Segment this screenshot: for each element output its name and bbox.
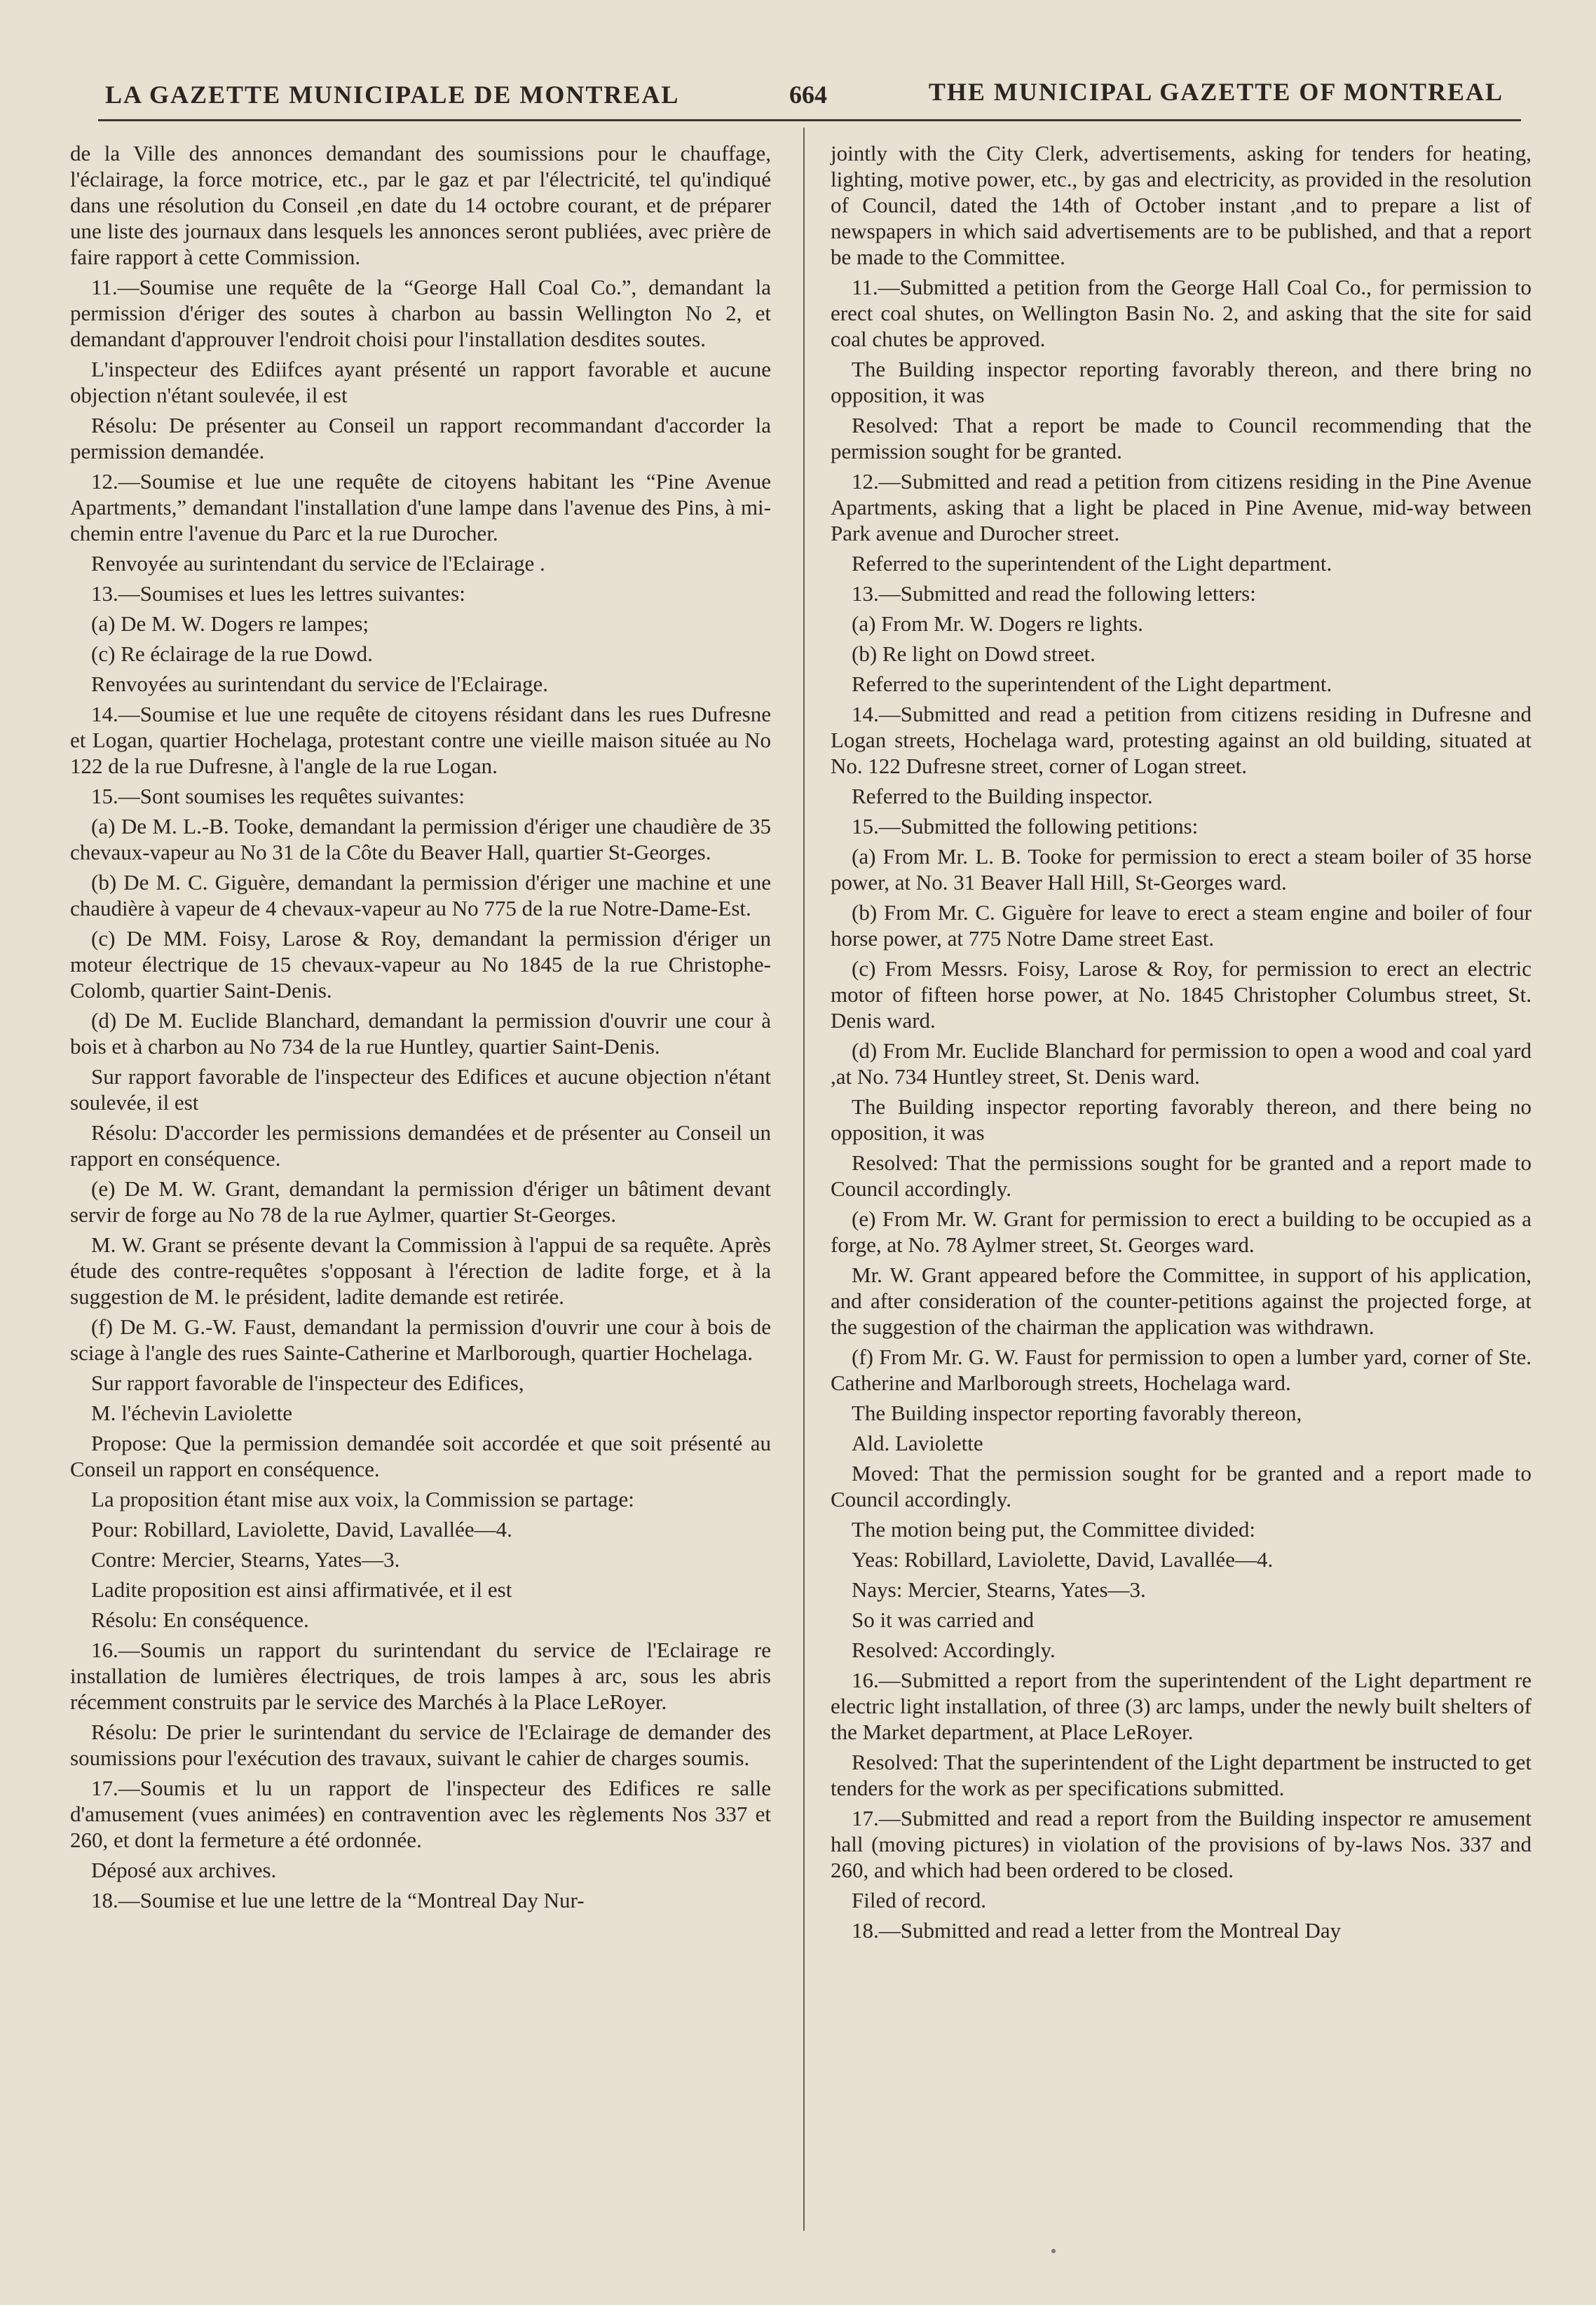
paragraph: Ladite proposition est ainsi affirmativée, et il est xyxy=(91,1577,512,1602)
paragraph: Sur rapport favorable de l'inspecteur des Edifices, xyxy=(91,1371,524,1395)
paragraph: Contre: Mercier, Stearns, Yates—3. xyxy=(91,1547,400,1572)
paragraph: 13.—Soumises et lues les lettres suivantes: xyxy=(91,581,465,606)
paragraph: (a) De M. L.-B. Tooke, demandant la permission d'ériger une chaudière de 35 chevaux-vapeur au No 31 de la Côte du Beaver Hall, quartier St-Georges. xyxy=(70,814,771,864)
paragraph: Referred to the superintendent of the Light department. xyxy=(852,672,1332,696)
paragraph: Résolu: En conséquence. xyxy=(91,1607,309,1632)
paragraph: 17.—Soumis et lu un rapport de l'inspecteur des Edifices re salle d'amusement (vues animées) en contravention avec les règlements Nos 337 et 260, et dont la fermeture a été ordonnée. xyxy=(70,1776,771,1852)
paragraph: 13.—Submitted and read the following letters: xyxy=(852,581,1256,606)
paragraph: Renvoyées au surintendant du service de l'Eclairage. xyxy=(91,672,549,696)
paragraph: Résolu: D'accorder les permissions demandées et de présenter au Conseil un rapport en conséquence. xyxy=(70,1120,771,1171)
paragraph: M. W. Grant se présente devant la Commission à l'appui de sa requête. Après étude des contre-requêtes s'opposant à l'érection de ladite forge, et à la suggestion de M. le président, ladite demande est retirée. xyxy=(70,1232,771,1309)
column-divider xyxy=(803,128,805,2231)
header-english-title: THE MUNICIPAL GAZETTE OF MONTREAL xyxy=(928,78,1503,106)
paragraph: 15.—Submitted the following petitions: xyxy=(852,814,1199,838)
paragraph: Mr. W. Grant appeared before the Committee, in support of his application, and after consideration of the counter-petitions against the projected forge, at the suggestion of the chairman the application was withdrawn. xyxy=(831,1263,1532,1339)
paragraph: (f) De M. G.-W. Faust, demandant la permission d'ouvrir une cour à bois de sciage à l'angle des rues Sainte-Catherine et Marlborough, quartier Hochelaga. xyxy=(70,1314,771,1365)
paragraph: Moved: That the permission sought for be granted and a report made to Council accordingly. xyxy=(831,1461,1532,1511)
paragraph: (e) De M. W. Grant, demandant la permission d'ériger un bâtiment devant servir de forge au No 78 de la rue Aylmer, quartier St-Georges. xyxy=(70,1176,771,1227)
paragraph: Résolu: De présenter au Conseil un rapport recommandant d'accorder la permission demandée. xyxy=(70,413,771,463)
paragraph: Referred to the superintendent of the Light department. xyxy=(852,551,1332,576)
paragraph: Filed of record. xyxy=(852,1888,986,1912)
paragraph: Yeas: Robillard, Laviolette, David, Lavallée—4. xyxy=(852,1547,1274,1572)
paragraph: de la Ville des annonces demandant des soumissions pour le chauffage, l'éclairage, la force motrice, etc., par le gaz et par l'électricité, tel qu'indiqué dans une résolution du Conseil ,en date du 14 octobre courant, et de préparer une liste des journaux dans lesquels les annonces seront publiées, avec prière de faire rapport à cette Commission. xyxy=(70,141,771,269)
paragraph: 18.—Soumise et lue une lettre de la “Montreal Day Nur- xyxy=(91,1888,585,1912)
paragraph: (a) De M. W. Dogers re lampes; xyxy=(91,611,369,636)
page-number: 664 xyxy=(789,81,827,109)
paragraph: 16.—Submitted a report from the superintendent of the Light department re electric light installation, of three (3) arc lamps, under the newly built shelters of the Market department, at Place LeRoyer. xyxy=(831,1668,1532,1744)
paragraph: 18.—Submitted and read a letter from the Montreal Day xyxy=(852,1918,1342,1943)
paragraph: Ald. Laviolette xyxy=(852,1431,983,1455)
paragraph: Resolved: That the superintendent of the Light department be instructed to get tenders for the work as per specifications submitted. xyxy=(831,1750,1532,1800)
paragraph: 16.—Soumis un rapport du surintendant du service de l'Eclairage re installation de lumières électriques, de trois lampes à arc, sous les abris récemment construits par le service des Marchés à la Place LeRoyer. xyxy=(70,1638,771,1714)
paragraph: Nays: Mercier, Stearns, Yates—3. xyxy=(852,1577,1146,1602)
paragraph: The Building inspector reporting favorably thereon, and there being no opposition, it was xyxy=(831,1094,1532,1145)
page-header xyxy=(105,67,1503,116)
paragraph: 14.—Soumise et lue une requête de citoyens résidant dans les rues Dufresne et Logan, quartier Hochelaga, protestant contre une vieille maison située au No 122 de la rue Dufresne, à l'angle de la rue Logan. xyxy=(70,702,771,778)
french-column xyxy=(70,140,771,1917)
paragraph: Résolu: De prier le surintendant du service de l'Eclairage de demander des soumissions pour l'exécution des travaux, suivant le cahier de charges soumis. xyxy=(70,1720,771,1770)
header-rule xyxy=(98,119,1521,121)
paragraph: Resolved: That a report be made to Council recommending that the permission sought for be granted. xyxy=(831,413,1532,463)
paragraph: 15.—Sont soumises les requêtes suivantes: xyxy=(91,784,465,808)
paragraph: (d) From Mr. Euclide Blanchard for permission to open a wood and coal yard ,at No. 734 Huntley street, St. Denis ward. xyxy=(831,1038,1532,1089)
paragraph: 12.—Submitted and read a petition from citizens residing in the Pine Avenue Apartments, asking that a light be placed in Pine Avenue, mid-way between Park avenue and Durocher street. xyxy=(831,469,1532,545)
paragraph: So it was carried and xyxy=(852,1607,1034,1632)
paragraph: The motion being put, the Committee divided: xyxy=(852,1517,1255,1542)
paragraph: Resolved: Accordingly. xyxy=(852,1638,1056,1662)
english-column xyxy=(831,140,1532,1947)
paragraph: Referred to the Building inspector. xyxy=(852,784,1153,808)
paragraph: (e) From Mr. W. Grant for permission to erect a building to be occupied as a forge, at No. 78 Aylmer street, St. Georges ward. xyxy=(831,1206,1532,1257)
paragraph: The Building inspector reporting favorably thereon, and there bring no opposition, it was xyxy=(831,357,1532,407)
paragraph: Pour: Robillard, Laviolette, David, Lavallée—4. xyxy=(91,1517,512,1542)
paragraph: (b) Re light on Dowd street. xyxy=(852,641,1096,666)
paragraph: 11.—Soumise une requête de la “George Hall Coal Co.”, demandant la permission d'ériger des soutes à charbon au bassin Wellington No 2, et demandant d'approuver l'endroit choisi pour l'installation desdites soutes. xyxy=(70,275,771,351)
paragraph: 17.—Submitted and read a report from the Building inspector re amusement hall (moving pictures) in violation of the provisions of by-laws Nos. 337 and 260, and which had been ordered to be closed. xyxy=(831,1806,1532,1882)
header-french-title: LA GAZETTE MUNICIPALE DE MONTREAL xyxy=(105,81,680,109)
paragraph: Sur rapport favorable de l'inspecteur des Edifices et aucune objection n'étant soulevée, il est xyxy=(70,1064,771,1115)
paragraph: jointly with the City Clerk, advertisements, asking for tenders for heating, lighting, motive power, etc., by gas and electricity, as provided in the resolution of Council, dated the 14th of October instant ,and to prepare a list of newspapers in which said advertisements are to be published, and that a report be made to the Committee. xyxy=(831,141,1532,269)
paragraph: (b) De M. C. Giguère, demandant la permission d'ériger une machine et une chaudière à vapeur de 4 chevaux-vapeur au No 775 de la rue Notre-Dame-Est. xyxy=(70,870,771,920)
paragraph: (b) From Mr. C. Giguère for leave to erect a steam engine and boiler of four horse power, at 775 Notre Dame street East. xyxy=(831,900,1532,951)
paragraph: (a) From Mr. L. B. Tooke for permission to erect a steam boiler of 35 horse power, at No. 31 Beaver Hall Hill, St-Georges ward. xyxy=(831,844,1532,895)
paragraph: The Building inspector reporting favorably thereon, xyxy=(852,1401,1302,1425)
paragraph: Déposé aux archives. xyxy=(91,1858,277,1882)
paragraph: 14.—Submitted and read a petition from citizens residing in Dufresne and Logan streets, Hochelaga ward, protesting against an old building, situated at No. 122 Dufresne street, corner of Logan street. xyxy=(831,702,1532,778)
paragraph: (c) De MM. Foisy, Larose & Roy, demandant la permission d'ériger un moteur électrique de 15 chevaux-vapeur au No 1845 de la rue Christophe-Colomb, quartier Saint-Denis. xyxy=(70,926,771,1002)
paragraph: (d) De M. Euclide Blanchard, demandant la permission d'ouvrir une cour à bois et à charbon au No 734 de la rue Huntley, quartier Saint-Denis. xyxy=(70,1008,771,1059)
paragraph: (c) Re éclairage de la rue Dowd. xyxy=(91,641,373,666)
paragraph: 11.—Submitted a petition from the George Hall Coal Co., for permission to erect coal shutes, on Wellington Basin No. 2, and asking that the site for said coal chutes be approved. xyxy=(831,275,1532,351)
paragraph: 12.—Soumise et lue une requête de citoyens habitant les “Pine Avenue Apartments,” demandant l'installation d'une lampe dans l'avenue des Pins, à mi-chemin entre l'avenue du Parc et la rue Durocher. xyxy=(70,469,771,545)
paragraph: M. l'échevin Laviolette xyxy=(91,1401,293,1425)
paragraph: La proposition étant mise aux voix, la Commission se partage: xyxy=(91,1487,634,1511)
paragraph: (a) From Mr. W. Dogers re lights. xyxy=(852,611,1143,636)
paragraph: Propose: Que la permission demandée soit accordée et que soit présenté au Conseil un rapport en conséquence. xyxy=(70,1431,771,1481)
paragraph: (c) From Messrs. Foisy, Larose & Roy, for permission to erect an electric motor of fifteen horse power, at No. 1845 Christopher Columbus street, St. Denis ward. xyxy=(831,956,1532,1033)
print-speck xyxy=(1051,2249,1056,2253)
paragraph: L'inspecteur des Ediifces ayant présenté un rapport favorable et aucune objection n'étant soulevée, il est xyxy=(70,357,771,407)
paragraph: Renvoyée au surintendant du service de l'Eclairage . xyxy=(91,551,545,576)
paragraph: (f) From Mr. G. W. Faust for permission to open a lumber yard, corner of Ste. Catherine and Marlborough streets, Hochelaga ward. xyxy=(831,1345,1532,1395)
paragraph: Resolved: That the permissions sought for be granted and a report made to Council accordingly. xyxy=(831,1150,1532,1201)
